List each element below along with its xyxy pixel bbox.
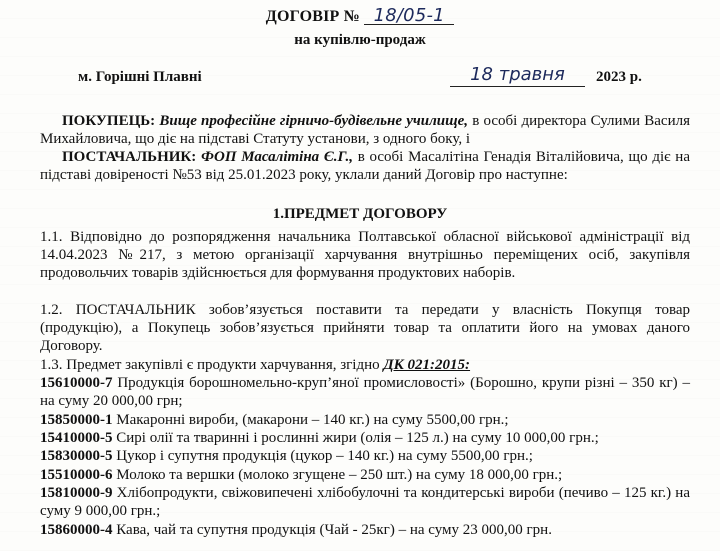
item-5 — [40, 466, 690, 484]
clause-1-2: 1.2. ПОСТАЧАЛЬНИК зобов’язується поставити та передати у власність Покупця товар (продукцію), а Покупець зобов’язується прийняти товар та оплатити його на умовах даного Договору. — [40, 302, 690, 354]
item-4 — [40, 447, 690, 465]
supplier-text: в особі Масалітіна Генадія Віталійовича, що діє на підставі довіреності №53 від 25.01.2023 року, уклали даний Договір про наступне: — [40, 149, 690, 183]
item-text: Макаронні вироби, (макарони – 140 кг.) на суму 5500,00 грн.; — [112, 412, 509, 428]
item-code: 15830000-5 — [40, 448, 113, 464]
clause-1-3-text: 1.3. Предмет закупівлі є продукти харчування, згідно — [40, 357, 384, 373]
item-text: Сирі олії та тваринні і рослинні жири (олія – 125 л.) на суму 10 000,00 грн.; — [112, 430, 599, 446]
item-code: 15850000-1 — [40, 412, 113, 428]
item-text: Кава, чай та супутня продукція (Чай - 25кг) – на суму 23 000,00 грн. — [112, 522, 552, 538]
title-prefix: ДОГОВІР № — [265, 8, 361, 25]
supplier-label: ПОСТАЧАЛЬНИК: — [62, 149, 197, 165]
item-7 — [40, 521, 690, 539]
buyer-paragraph — [40, 112, 690, 148]
item-code: 15860000-4 — [40, 522, 113, 538]
supplier-paragraph — [40, 148, 690, 184]
contract-title — [0, 5, 720, 26]
item-code: 15410000-5 — [40, 430, 113, 446]
supplier-name: ФОП Масалітіна Є.Г., — [201, 149, 353, 165]
item-code: 15810000-9 — [40, 485, 113, 501]
classifier-code: ДК 021:2015: — [383, 357, 471, 373]
item-2 — [40, 411, 690, 429]
item-3 — [40, 429, 690, 447]
item-text: Продукція борошномельно-круп’яної промисловості» (Борошно, крупи різні – 350 кг) – на суму 20 000,00 грн; — [40, 375, 690, 409]
year: 2023 р. — [596, 69, 642, 85]
buyer-label: ПОКУПЕЦЬ: — [62, 113, 156, 129]
item-1 — [40, 374, 690, 410]
item-code: 15610000-7 — [40, 375, 113, 391]
item-text: Цукор і супутня продукція (цукор – 140 кг.) на суму 5500,00 грн.; — [112, 448, 533, 464]
contract-number-handwritten: 18/05-1 — [364, 8, 454, 25]
clause-1-3 — [40, 356, 690, 374]
contract-subtitle: на купівлю-продаж — [294, 32, 426, 48]
item-code: 15510000-6 — [40, 467, 113, 483]
section-title: 1.ПРЕДМЕТ ДОГОВОРУ — [272, 206, 448, 222]
item-text: Молоко та вершки (молоко згущене – 250 шт.) на суму 18 000,00 грн.; — [112, 467, 563, 483]
buyer-name: Вище професійне гірничо-будівельне училище, — [159, 113, 469, 129]
city: м. Горішні Плавні — [78, 69, 202, 85]
item-6 — [40, 484, 690, 520]
clause-1-1: 1.1. Відповідно до розпорядження начальника Полтавської обласної військової адміністрації від 14.04.2023 №217, з метою організації харчування внутрішньо переміщених осіб, закупівля продовольчих товарів здійснюється для формування продуктових наборів. — [40, 229, 690, 281]
item-text: Хлібопродукти, свіжовипечені хлібобулочні та кондитерські вироби (печиво – 125 кг.) на суму 9 000,00 грн.; — [40, 485, 690, 519]
buyer-text: в особі директора Сулими Василя Михайловича, що діє на підставі Статуту установи, з одного боку, і — [40, 113, 690, 147]
date-handwritten: 18 травня — [450, 64, 585, 87]
